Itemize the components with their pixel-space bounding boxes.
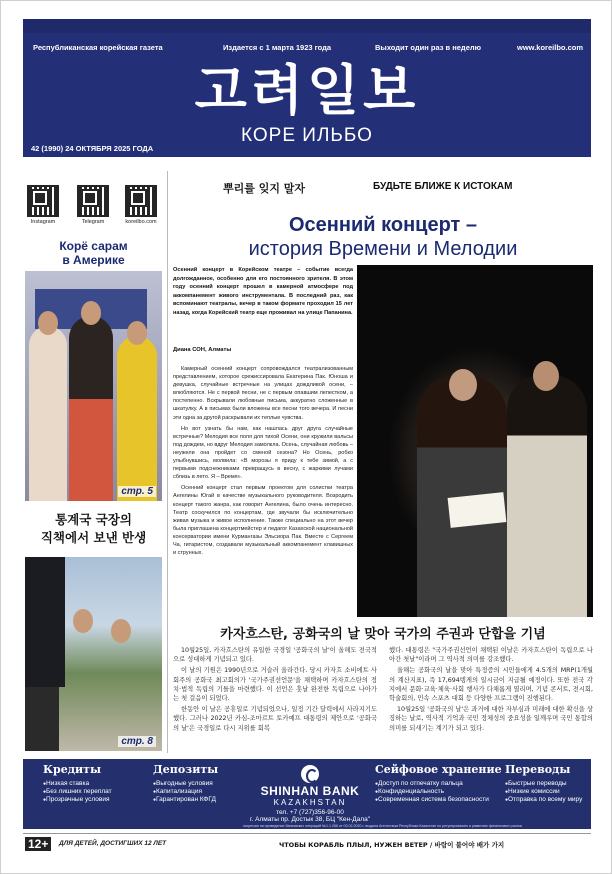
teaser-headline-2[interactable]	[25, 511, 162, 547]
main-article-author: Диана СОН, Алматы	[173, 347, 232, 353]
person-figure	[29, 326, 67, 501]
body-paragraph: Осенний концерт стал первым проектом для солистки театра Ангелины Югай в качестве музыкального руководителя. Возродить концерт такого жанра, как говорит Ангелина, было очень интересно. Театр соскучился по концертам, где звучали бы исключительно живая музыка и живое исполнение. Также специально на этот вечер была приглашена концертмейстер и педагог Казахской национальной консерватории имени Курмангазы Эльсиора Пак. Вместе с Сергеем Ча, гитаристом, создавали музыкальный аккомпанемент клавишных и струнных.	[173, 485, 353, 557]
bank-name: SHINHAN BANK	[260, 784, 360, 798]
ad-credits	[43, 763, 112, 804]
ad-heading: Переводы	[505, 763, 571, 776]
body-paragraph: 올해는 공화국의 날을 맞아 특정증의 시민들에게 4.5개의 MRP(1개월의 계산지표), 즉 17,694텡게의 일시금이 지급될 예정이다. 또한 전국 각지에서 문화·교육·체육·사회 행사가 다채롭게 열리며, 기념 콘서트, 전시회, 학술회의, 민속 스포츠 대회 등 다양한 프로그램이 진행된다.	[389, 667, 593, 703]
column-divider	[167, 171, 168, 753]
teaser-headline-1-line1: Корё сарам	[59, 239, 128, 253]
person-figure	[25, 557, 65, 687]
masthead	[23, 33, 591, 157]
bank-country: KAZAKHSTAN	[273, 798, 347, 807]
ad-bullet: ● Гарантирован КФГД	[153, 796, 218, 804]
teaser-headline-2-line2: 직책에서 보낸 반생	[40, 530, 147, 545]
performer-head	[533, 361, 559, 391]
main-article-lead: Осенний концерт в Корейском театре – событие всегда долгожданное, особенно для его постоянного зрителя. В этом году осенний концерт прошел в камерной атмосфере под аккомпанемент живого инструментала. В последний раз, как вспоминают театралы, вечер в таком формате проходил 15 лет назад, когда Корейский театр еще проживал на улице Папанина.	[173, 267, 353, 316]
frequency: Выходит один раз в неделю	[375, 43, 482, 52]
person-head	[38, 311, 58, 335]
person-head	[127, 321, 147, 345]
slogan-korean: 뿌리를 잊지 말자	[223, 182, 306, 195]
bank-phone: тел. +7 (727)356-96-00	[276, 809, 344, 816]
qr-label: Telegram	[81, 219, 105, 225]
body-paragraph: 10월25일, 카자흐스탄의 유일한 국경일 '공화국의 날'이 올해도 전국적으로 성대하게 기념되고 있다.	[173, 647, 377, 664]
ad-bullet: ● Низкие комиссии	[505, 788, 582, 796]
ad-bullet: ● Доступ по отпечатку пальца	[375, 780, 502, 788]
ad-heading: Сейфовое хранение	[375, 763, 502, 776]
person-head	[73, 609, 93, 633]
holiday-article-column-1	[173, 646, 377, 735]
main-article-title-line2: история Времени и Мелодии	[248, 238, 518, 260]
ad-bullet: ● Современная система безопасности	[375, 796, 502, 804]
issue-number-date: 42 (1990) 24 ОКТЯБРЯ 2025 ГОДА	[31, 144, 154, 153]
ad-bullet: ● Прозрачные условия	[43, 796, 112, 804]
page-footer	[23, 833, 591, 853]
concert-photo	[357, 265, 593, 617]
body-paragraph: Камерный осенний концерт сопровождался театрализованным представлением, которое срежиссировала Екатерина Пак. Юноша и девушка, случайные встречные на улицах дождливой осени, – влюбляются. Не с первой песни, не с первым опавшим лепестком, а постепенно. Вскрывали любовные письма, аккуратно сложенные в шкатулку. А в письмах были вложены все песни того вечера. И песни эти одна за другой раскрывали их теплые чувства.	[173, 366, 353, 421]
ad-bullet: ● Без лишних переплат	[43, 788, 112, 796]
ad-heading: Кредиты	[43, 763, 102, 776]
ad-license-fine-print: лицензия на проведение банковских операций №1.1.266 от 03.02.2020 г. выдана Агентством Республики Казахстан по регулированию и развитию финансового рынка	[243, 824, 522, 828]
shinhan-logo-icon	[301, 765, 319, 783]
masthead-title-russian: КОРЕ ИЛЬБО	[241, 125, 373, 146]
ad-bullet: ● Капитализация	[153, 788, 218, 796]
ad-safe-storage	[375, 763, 502, 804]
person-figure	[25, 687, 59, 751]
teaser-photo-1[interactable]	[25, 271, 162, 501]
masthead-title-korean: 고려일보	[194, 59, 420, 122]
body-paragraph: 10월25일 '공화국의 날'은 과거에 대한 자부심과 미래에 대한 확신을 상징하는 날로, 역사적 기억과 국민 정체성의 중요성을 일깨우며 국민 통합의 의미를 되새기는 계기가 되고 있다.	[389, 706, 593, 732]
qr-code-row	[27, 185, 162, 227]
body-paragraph: 했다. 대통령은 "국가주권선언이 채택된 이날은 카자흐스탄이 독립으로 나아간 첫날"이라며 그 역사적 의미를 강조했다.	[389, 647, 593, 664]
main-article-title	[173, 213, 593, 261]
performer-head	[449, 369, 477, 401]
age-rating-badge: 12+	[25, 837, 51, 851]
footer-motto: ЧТОБЫ КОРАБЛЬ ПЛЫЛ, НУЖЕН ВЕТЕР / 바람이 불어야 배가 가지	[279, 841, 505, 849]
teaser-headline-1[interactable]	[25, 239, 162, 267]
bank-address: г. Алматы пр. Достык 38, БЦ "Кен-Дала"	[249, 816, 370, 823]
website-link[interactable]: www.koreilbo.com	[517, 43, 583, 52]
page-reference[interactable]: стр. 5	[118, 486, 156, 497]
ad-bullet: ● Низкая ставка	[43, 780, 112, 788]
ad-bullet: ● Отправка по всему миру	[505, 796, 582, 804]
body-paragraph: 이 날의 기원은 1990년으로 거슬러 올라간다. 당시 카자흐 소비에트 사회주의 공화국 최고회의가 '국가주권선언문'을 채택하며 카자흐스탄의 정치·법적 독립의 기틀을 마련했다. 이 선언은 훗날 완전한 독립으로 나아가는 첫 걸음이 되었다.	[173, 667, 377, 703]
holiday-article-title: 카자흐스탄, 공화국의 날 맞아 국가의 주권과 단합을 기념	[220, 627, 546, 642]
slogan-russian: БУДЬТЕ БЛИЖЕ К ИСТОКАМ	[373, 181, 513, 192]
holiday-article-column-2	[389, 646, 593, 735]
ad-transfers	[505, 763, 582, 804]
person-figure	[117, 336, 157, 501]
page-reference[interactable]: стр. 8	[118, 736, 156, 747]
main-article-title-line1: Осенний концерт –	[289, 214, 477, 236]
ad-heading: Депозиты	[153, 763, 219, 776]
ad-bullet: ● Быстрые переводы	[505, 780, 582, 788]
qr-label: koreilbo.com	[125, 219, 157, 225]
newspaper-type: Республиканская корейская газета	[33, 43, 163, 52]
ad-deposits	[153, 763, 218, 804]
teaser-photo-2[interactable]	[25, 557, 162, 751]
founded-date: Издается с 1 марта 1923 года	[223, 43, 332, 52]
ad-bullet: ● Выгодные условия	[153, 780, 218, 788]
qr-code-instagram[interactable]	[27, 185, 59, 217]
teaser-headline-2-line1: 통계국 국장의	[55, 512, 132, 527]
qr-label: Instagram	[30, 219, 56, 225]
age-rating-note: ДЛЯ ДЕТЕЙ, ДОСТИГШИХ 12 ЛЕТ	[59, 840, 167, 847]
letter-prop	[448, 492, 507, 528]
qr-code-website[interactable]	[125, 185, 157, 217]
person-head	[111, 619, 131, 643]
body-paragraph: Но вот узнать бы нам, как нашлась друг друга случайные встречные? Мелодия все поля для тихой Осени, они кружили вальсы под дождем, но вдруг Мелодия замолкла. Осень, случайная любовь – неужели она пройдет со сменой сезона? Но Осень, робко улыбнувшись, молвила: «В морозы я приду к тебе зимой, а с первыми подснежниками превращусь в весну, с жаркими лучами сблизь в лето. Я – Время».	[173, 425, 353, 481]
person-figure	[69, 316, 113, 501]
body-paragraph: 한동안 이 날은 공휴일로 기념되었으나, 일정 기간 달력에서 사라지기도 했다. 그러나 2022년 카심-조마르트 토카예프 대통령의 제안으로 '공화국의 날'은 국경일로 다시 지위를 회복	[173, 706, 377, 732]
performer-figure	[507, 375, 587, 617]
bank-brand	[245, 765, 375, 823]
teaser-headline-1-line2: в Америке	[62, 253, 125, 267]
main-article-body	[173, 365, 353, 560]
person-head	[81, 301, 101, 325]
ad-bullet: ● Конфиденциальность	[375, 788, 502, 796]
top-strip	[23, 19, 591, 33]
qr-code-telegram[interactable]	[77, 185, 109, 217]
bank-advertisement[interactable]	[23, 759, 591, 829]
